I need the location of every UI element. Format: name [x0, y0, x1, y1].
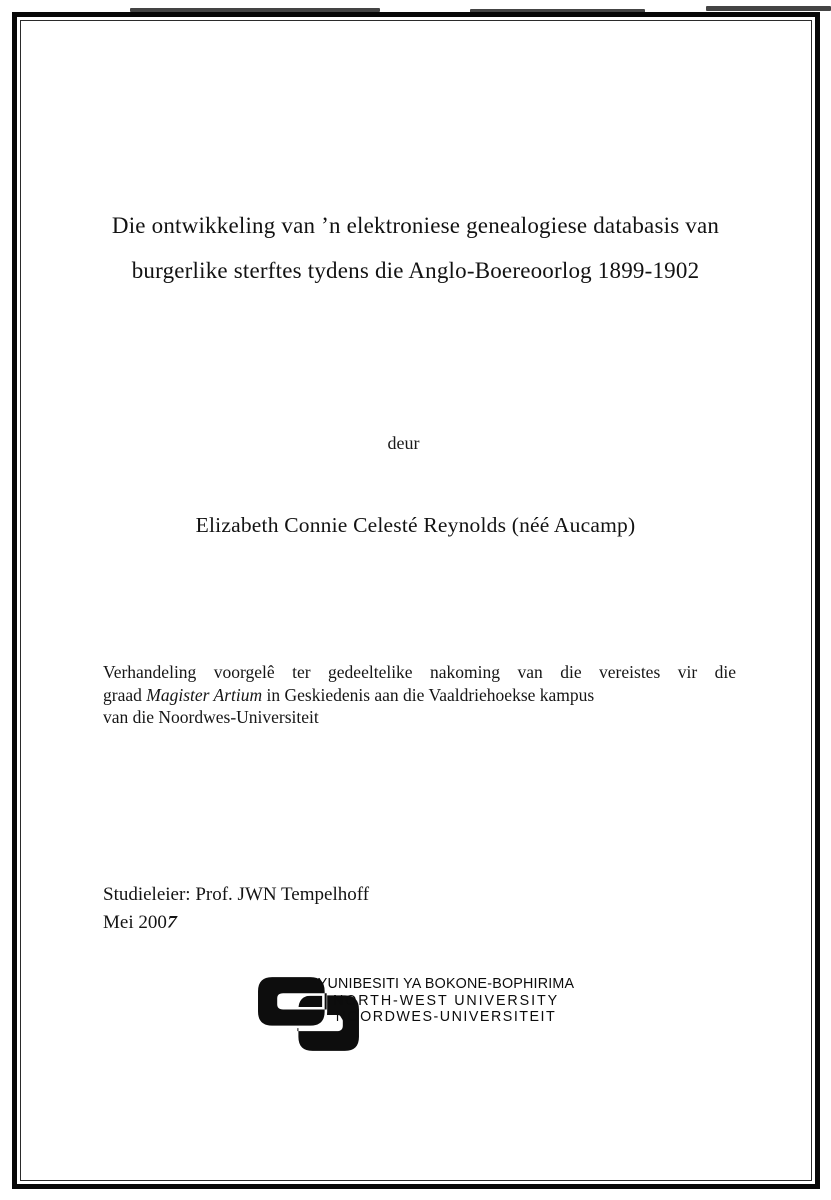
statement-line-2: [103, 684, 736, 707]
university-name-setswana: YUNIBESITI YA BOKONE-BOPHIRIMA: [317, 976, 575, 992]
degree-name: Magister Artium: [146, 684, 263, 705]
closing-block: [103, 881, 369, 936]
supervisor-line: Studieleier: Prof. JWN Tempelhoff: [103, 884, 370, 905]
date-prefix: Mei 200: [103, 911, 167, 933]
statement-line-3: van die Noordwes-Universiteit: [103, 707, 319, 728]
university-name-english: NORTH-WEST UNIVERSITY: [332, 992, 560, 1009]
author-name: Elizabeth Connie Celesté Reynolds (néé Aucamp): [195, 513, 636, 537]
university-name-afrikaans: NOORDWES-UNIVERSITEIT: [335, 1009, 557, 1025]
statement-line-2-suffix: in Geskiedenis aan die Vaaldriehoekse kampus: [262, 684, 595, 705]
thesis-title-line-2: burgerlike sterftes tydens die Anglo-Boereoorlog 1899-1902: [131, 258, 700, 283]
university-wordmark: [314, 976, 578, 1026]
date-line: [103, 909, 369, 937]
byline-preposition: deur: [387, 433, 420, 453]
scan-artifact: [706, 6, 831, 11]
thesis-title-line-1: Die ontwikkeling van ’n elektroniese genealogiese databasis van: [111, 213, 720, 238]
thesis-title: [48, 203, 783, 293]
statement-line-2-prefix: graad: [103, 684, 147, 705]
statement-line-1: Verhandeling voorgelê ter gedeeltelike nakoming van die vereistes vir die: [103, 662, 736, 682]
submission-statement: [103, 661, 736, 729]
date-final-digit: 7: [164, 912, 179, 932]
